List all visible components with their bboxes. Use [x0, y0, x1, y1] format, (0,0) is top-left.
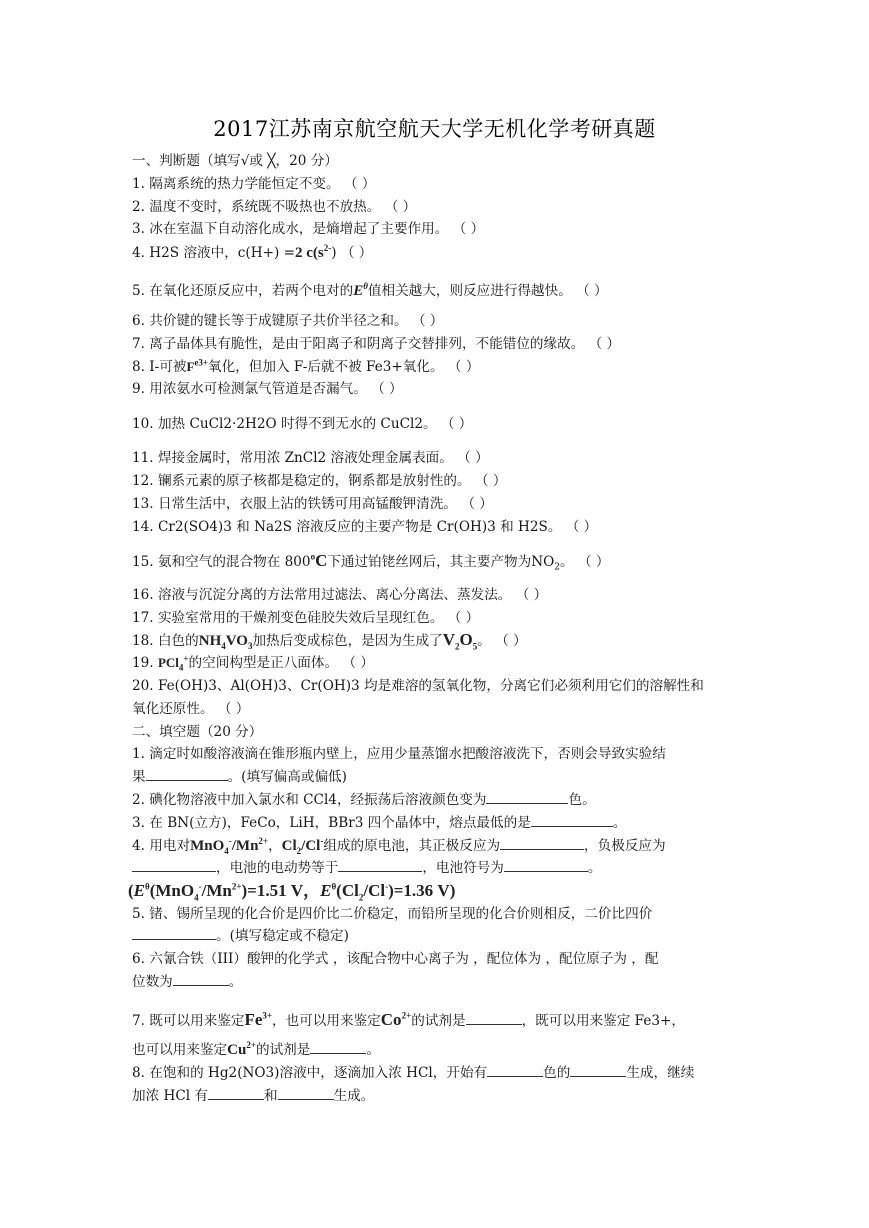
- question-17: 17. 实验室常用的干燥剂变色硅胶失效后呈现红色。 （ ）: [132, 610, 480, 626]
- answer-blank[interactable]: [486, 790, 568, 804]
- formula-mno4-mn2: $MnO_4^-/Mn^{2+}$: [190, 836, 269, 856]
- question-16: 16. 溶液与沉淀分离的方法常用过滤法、离心分离法、蒸发法。 （ ）: [132, 587, 548, 603]
- formula-nh4vo3: $NH_4VO_3$: [198, 633, 253, 651]
- fill-8-line-1: 8. 在饱和的 Hg2(NO3)溶液中，逐滴加入浓 HCl，开始有 色的 生成，继续: [132, 1065, 695, 1081]
- fill-1-line-2: 果 。(填写偏高或偏低): [132, 769, 347, 785]
- question-11: 11. 焊接金属时，常用浓 ZnCl2 溶液处理金属表面。 （ ）: [132, 450, 489, 466]
- question-19: 19. PCl$_4$+的空间构型是正八面体。 （ ）: [132, 653, 374, 673]
- page-title: 2017江苏南京航空航天大学无机化学考研真题: [213, 117, 656, 141]
- fill-4-data: [128, 881, 734, 902]
- fill-5-line-1: 5. 锗、锡所呈现的化合价是四价比二价稳定，而铅所呈现的化合价则相反，二价比四价: [132, 906, 653, 922]
- answer-blank[interactable]: [531, 813, 613, 827]
- answer-blank[interactable]: [570, 1063, 626, 1077]
- question-14: 14. Cr2(SO4)3 和 Na2S 溶液反应的主要产物是 Cr(OH)3 和 H2S。 （ ）: [132, 519, 598, 535]
- answer-blank[interactable]: [173, 972, 229, 986]
- question-5: 5. 在氧化还原反应中，若两个电对的$E^\theta$值相关越大，则反应进行得越快。 （ ）: [132, 281, 608, 299]
- question-20-line-2: 氧化还原性。 （ ）: [132, 701, 250, 717]
- answer-blank[interactable]: [132, 926, 216, 940]
- question-2: 2. 温度不变时，系统既不吸热也不放热。 （ ）: [132, 199, 417, 215]
- question-8: 8. I-可被$F^{e3+}$氧化，但加入 F-后就不被 Fe3+氧化。 （ ）: [132, 357, 480, 375]
- fill-6-line-2: 位数为 。: [132, 974, 243, 990]
- answer-blank[interactable]: [310, 1040, 366, 1054]
- fill-2: 2. 碘化物溶液中加入氯水和 CCl4，经振荡后溶液颜色变为 色。: [132, 792, 596, 808]
- formula-e-theta: $E^\theta$: [353, 281, 368, 299]
- formula-fe3: $F^{e3+}$: [186, 357, 209, 374]
- question-3: 3. 冰在室温下自动溶化成水，是熵增起了主要作用。 （ ）: [132, 221, 485, 237]
- fill-3: 3. 在 BN(立方)，FeCo，LiH，BBr3 四个晶体中，熔点最低的是 。: [132, 815, 627, 831]
- section-2-heading: 二、填空题（20 分）: [132, 724, 263, 740]
- fill-5-line-2: 。(填写稳定或不稳定): [132, 926, 738, 946]
- question-18: 18. 白色的$NH_4VO_3$加热后变成棕色，是因为生成了$V_2O_5$。 （ ）: [132, 630, 527, 652]
- question-7: 7. 离子晶体具有脆性，是由于阳离子和阴离子交替排列，不能错位的缘故。 （ ）: [132, 336, 621, 352]
- fill-4-line-2: ，电池的电动势等于 ，电池符号为 。: [132, 858, 738, 878]
- formula-fe3-ion: $Fe^{3+}$: [244, 1010, 273, 1029]
- answer-blank[interactable]: [466, 1011, 522, 1025]
- answer-blank[interactable]: [487, 1063, 543, 1077]
- question-9: 9. 用浓氨水可检测氯气管道是否漏气。 （ ）: [132, 381, 403, 397]
- formula-degree-c: $^o$C: [310, 551, 328, 570]
- answer-blank[interactable]: [132, 858, 216, 872]
- formula-cl2-cl: $Cl_2/Cl^-$: [281, 836, 324, 856]
- question-10: 10. 加热 CuCl2·2H2O 时得不到无水的 CuCl2。 （ ）: [132, 416, 473, 432]
- fill-8-line-2: 加浓 HCl 有 和 生成。: [132, 1088, 375, 1104]
- formula-cu2-ion: $Cu^{2+}$: [227, 1040, 256, 1058]
- formula-v2o5: $V_2O_5$: [442, 630, 478, 652]
- question-15: 15. 氨和空气的混合物在 800$^o$C下通过铂铑丝网后，其主要产物为$NO_2$。 （ ）: [132, 551, 610, 573]
- question-1: 1. 隔离系统的热力学能恒定不变。 （ ）: [132, 176, 376, 192]
- answer-blank[interactable]: [208, 1086, 264, 1100]
- formula-c-s2: 2 $c(s^{2-}$: [294, 243, 332, 261]
- section-1-heading: 一、判断题（填写√或 ╳，20 分）: [132, 153, 338, 169]
- fill-7-line-1: 7. 既可以用来鉴定$Fe^{3+}$，也可以用来鉴定$Co^{2+}$的试剂是 ，既可以用来鉴定 Fe3+，: [132, 1010, 686, 1029]
- fill-7-line-2: 也可以用来鉴定$Cu^{2+}$的试剂是 。: [132, 1040, 380, 1058]
- answer-blank[interactable]: [500, 836, 584, 850]
- formula-pcl4: PCl$_4$+: [157, 653, 189, 673]
- question-4: 4. H2S 溶液中，c(H+) =2 $c(s^{2-})$ （ ）: [132, 243, 373, 261]
- formula-electrode-potentials: ($E^\theta(MnO_4^-/Mn^{2+})=1.51$ V，$E^\theta(Cl_2/Cl^-)=1.36$ V): [128, 881, 456, 903]
- question-13: 13. 日常生活中，衣服上沾的铁锈可用高锰酸钾清洗。 （ ）: [132, 496, 493, 512]
- answer-blank[interactable]: [146, 767, 228, 781]
- formula-co2-ion: $Co^{2+}$: [380, 1010, 412, 1029]
- question-6: 6. 共价键的键长等于成键原子共价半径之和。 （ ）: [132, 313, 444, 329]
- question-12: 12. 镧系元素的原子核都是稳定的，锕系都是放射性的。 （ ）: [132, 473, 507, 489]
- question-20-line-1: 20. Fe(OH)3、Al(OH)3、Cr(OH)3 均是难溶的氢氧化物，分离它们必须利用它们的溶解性和: [132, 678, 704, 694]
- fill-6-line-1: 6. 六氰合铁（III）酸钾的化学式 ，该配合物中心离子为 ，配位体为 ，配位原子为 ，配: [132, 951, 659, 967]
- answer-blank[interactable]: [278, 1086, 334, 1100]
- fill-4-line-1: 4. 用电对$MnO_4^-/Mn^{2+}$，$Cl_2/Cl^-$组成的原电池，其正极反应为 ，负极反应为: [132, 836, 666, 856]
- fill-1-line-1: 1. 滴定时如酸溶液滴在锥形瓶内壁上，应用少量蒸馏水把酸溶液洗下，否则会导致实验结: [132, 746, 666, 762]
- answer-blank[interactable]: [504, 858, 588, 872]
- answer-blank[interactable]: [338, 858, 422, 872]
